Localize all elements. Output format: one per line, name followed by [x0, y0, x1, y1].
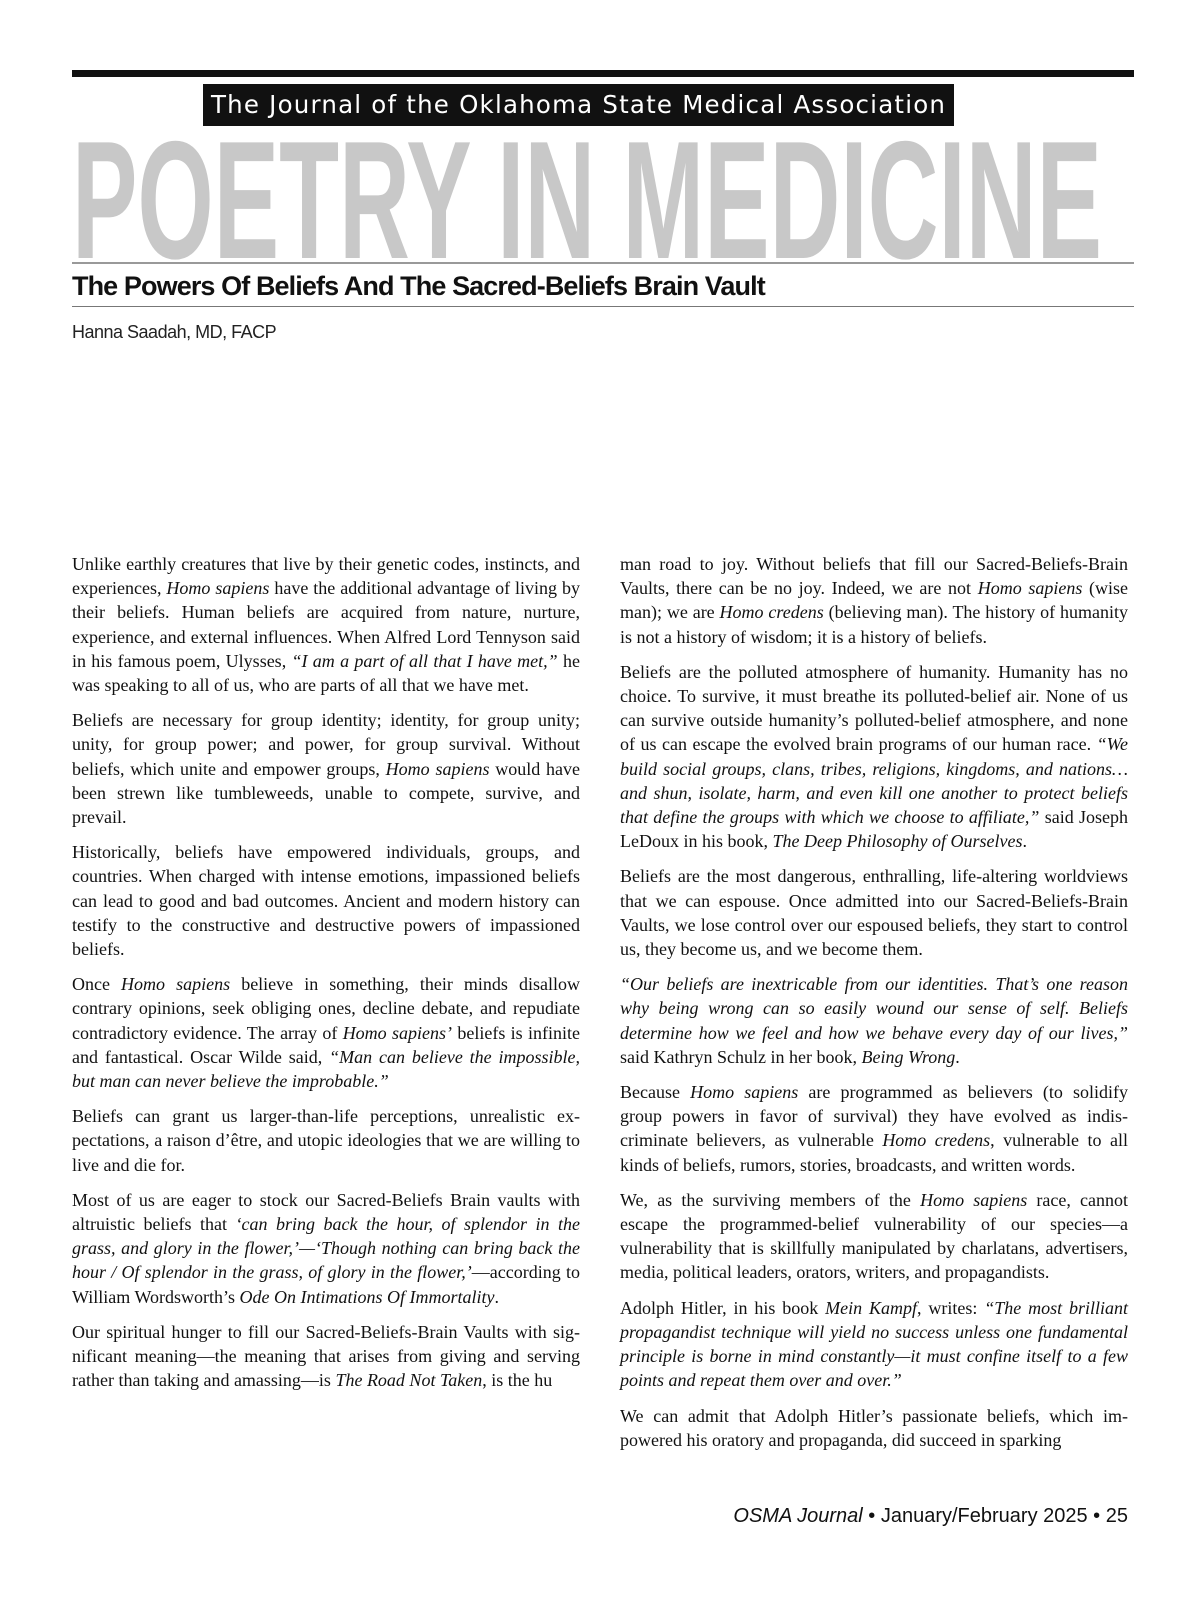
- text-run: —according to William Wordsworth’s: [72, 1262, 580, 1307]
- text-run: man road to joy. Without beliefs that fill our Sacred-Beliefs-Brain Vaults, there can be no joy. Indeed, we are not: [620, 554, 1128, 599]
- paragraph: [72, 552, 580, 697]
- text-run: We, as the surviving members of the: [620, 1189, 921, 1210]
- text-run: Our spiritual hunger to fill our Sacred-Beliefs-Brain Vaults with significant meaning—the meaning that arises from giving and serving rather than taking and amassing—is: [72, 1321, 580, 1391]
- italic-run: Mein Kampf: [825, 1297, 917, 1318]
- footer-issue: January/February 2025: [880, 1505, 1088, 1527]
- paragraph: [620, 1404, 1128, 1452]
- paragraph: [72, 972, 580, 1093]
- text-run: Unlike earthly creatures that live by their genetic codes, instincts, and experiences,: [72, 554, 580, 599]
- paragraph: [620, 1080, 1128, 1177]
- italic-run: Homo sapiens: [385, 758, 490, 779]
- italic-run: Ode On Intimations Of Immortality: [239, 1286, 495, 1307]
- text-run: Historically, beliefs have empowered individuals, groups, and countries. When charged with intense emotions, impassioned beliefs can lead to good and bad outcomes. Ancient and modern history can testify to the constructive and destructive powers of impassioned beliefs.: [72, 842, 580, 960]
- footer-separator: •: [862, 1505, 881, 1527]
- paragraph: [72, 1188, 580, 1309]
- text-run: he was speaking to all of us, who are parts of all that we have met.: [72, 650, 580, 696]
- paragraph: [72, 1320, 580, 1393]
- text-run: We can admit that Adolph Hitler’s passionate beliefs, which impowered his oratory and propaganda, did succeed in sparking: [620, 1405, 1128, 1450]
- paragraph: [620, 660, 1128, 854]
- italic-run: Homo sapiens’: [342, 1022, 453, 1043]
- italic-run: Homo sapiens: [920, 1189, 1028, 1210]
- italic-run: Homo sapiens: [121, 974, 231, 995]
- text-run: Most of us are eager to stock our Sacred-Beliefs Brain vaults with altruistic beliefs that: [72, 1189, 580, 1235]
- text-run: (wise man); we are: [620, 578, 1128, 623]
- text-run: Beliefs are the most dangerous, enthralling, life-altering worldviews that we can espouse. Once admitted into our Sacred-Beliefs-Brain Vaults, we lose control over our espoused beliefs, they start to control us, they become us, and we become them.: [620, 866, 1128, 960]
- italic-run: “Man can believe the impossible, but man can never believe the improbable.”: [72, 1046, 581, 1092]
- italic-run: “We build social groups, clans, tribes, religions, kingdoms, and nations…and shun, isolate, harm, and even kill one another to protect beliefs that define the groups with which we choose to affiliate,”: [620, 734, 1128, 828]
- italic-run: “The most brilliant propagandist technique will yield no success unless one fundamental principle is borne in mind constantly—it must confine itself to a few points and repeat them over and over.”: [620, 1297, 1128, 1391]
- italic-run: Homo credens: [882, 1130, 991, 1151]
- italic-run: Homo sapiens: [166, 578, 270, 599]
- section-title-graphic: [72, 126, 1134, 262]
- italic-run: Homo sapiens: [690, 1082, 799, 1103]
- text-run: said Kathryn Schulz in her book,: [620, 1046, 862, 1067]
- article-column-left: [72, 552, 580, 1404]
- text-run: Beliefs are the polluted atmosphere of humanity. Humanity has no choice. To survive, it must breathe its polluted-belief air. None of us can survive outside humanity’s polluted-belief atmosphere, and none of us can escape the evolved brain programs of our human race.: [620, 661, 1128, 755]
- article-title: The Powers Of Beliefs And The Sacred-Beliefs Brain Vault: [72, 271, 765, 301]
- paragraph: [620, 1296, 1128, 1393]
- paragraph: [620, 972, 1128, 1069]
- text-run: .: [955, 1046, 960, 1067]
- text-run: believe in something, their minds disallow contrary opinions, seek obliging ones, decline debate, and repudiate contradictory evidence. The array of: [72, 974, 580, 1043]
- text-run: Beliefs can grant us larger-than-life perceptions, unrealistic expectations, a raison d’être, and utopic ideologies that we are willing to live and die for.: [72, 1106, 580, 1175]
- section-title: [72, 126, 1134, 262]
- italic-run: ‘can bring back the hour, of splendor in the grass, and glory in the flower,’—‘Though nothing can bring back the hour / Of splendor in the grass, of glory in the flower,’: [72, 1214, 581, 1283]
- text-run: , writes:: [916, 1297, 985, 1318]
- paragraph: [620, 864, 1128, 961]
- text-run: have the additional advantage of living by their beliefs. Human beliefs are acquired from nature, nurture, experience, and external influences. When Alfred Lord Tennyson said in his famous poem, Ulysses,: [72, 578, 581, 671]
- title-rule: [72, 306, 1134, 307]
- text-run: said Joseph LeDoux in his book,: [620, 807, 1128, 852]
- footer-journal-name: OSMA Journal: [733, 1505, 863, 1527]
- italic-run: The Road Not Taken: [335, 1370, 483, 1391]
- text-run: Beliefs are necessary for group identity; identity, for group unity; unity, for group power; and power, for group survival. Without beliefs, which unite and empower groups,: [72, 710, 580, 779]
- italic-run: Being Wrong: [861, 1046, 956, 1067]
- paragraph: [620, 552, 1128, 649]
- text-run: beliefs is infinite and fantastical. Oscar Wilde said,: [72, 1022, 580, 1067]
- text-run: , vulnerable to all kinds of beliefs, rumors, stories, broadcasts, and written words.: [620, 1130, 1128, 1175]
- top-rule: [72, 70, 1134, 77]
- text-run: Adolph Hitler, in his book: [620, 1297, 826, 1318]
- article-column-right: [620, 552, 1128, 1463]
- footer-separator: •: [1087, 1505, 1106, 1527]
- paragraph: [72, 840, 580, 961]
- section-rule: [72, 262, 1134, 264]
- text-run: , is the hu: [482, 1370, 553, 1391]
- italic-run: Homo sapiens: [977, 578, 1083, 599]
- text-run: would have been strewn like tumbleweeds, unable to compete, survive, and prevail.: [72, 758, 581, 828]
- text-run: .: [494, 1286, 499, 1307]
- paragraph: [620, 1188, 1128, 1285]
- italic-run: “I am a part of all that I have met,”: [291, 650, 558, 671]
- footer-page-number: 25: [1105, 1505, 1128, 1527]
- journal-banner: The Journal of the Oklahoma State Medical Association: [203, 84, 954, 126]
- text-run: Because: [620, 1082, 691, 1103]
- page-footer: [733, 1505, 1128, 1528]
- paragraph: [72, 708, 580, 829]
- text-run: race, cannot escape the programmed-belief vulnerability of our species—a vulnerability that is skillfully manipulated by charlatans, advertisers, media, political leaders, orators, writers, and propagandists.: [620, 1189, 1128, 1283]
- author-byline: Hanna Saadah, MD, FACP: [72, 322, 277, 342]
- italic-run: The Deep Philosophy of Ourselves: [772, 831, 1023, 852]
- paragraph: [72, 1104, 580, 1177]
- text-run: are programmed as believers (to solidify group powers in favor of survival) they have evolved as indiscriminate believers, as vulnerable: [620, 1082, 1128, 1151]
- italic-run: Homo credens: [719, 602, 824, 623]
- text-run: .: [1022, 831, 1027, 852]
- text-run: Once: [72, 974, 122, 995]
- italic-run: “Our beliefs are inextricable from our identities. That’s one reason why being wrong can so easily wound our sense of self. Beliefs determine how we feel and how we behave every day of our lives,”: [620, 974, 1128, 1043]
- text-run: (believing man). The history of humanity is not a history of wisdom; it is a history of beliefs.: [620, 602, 1129, 647]
- section-title-text: POETRY IN MEDICINE: [72, 126, 1102, 262]
